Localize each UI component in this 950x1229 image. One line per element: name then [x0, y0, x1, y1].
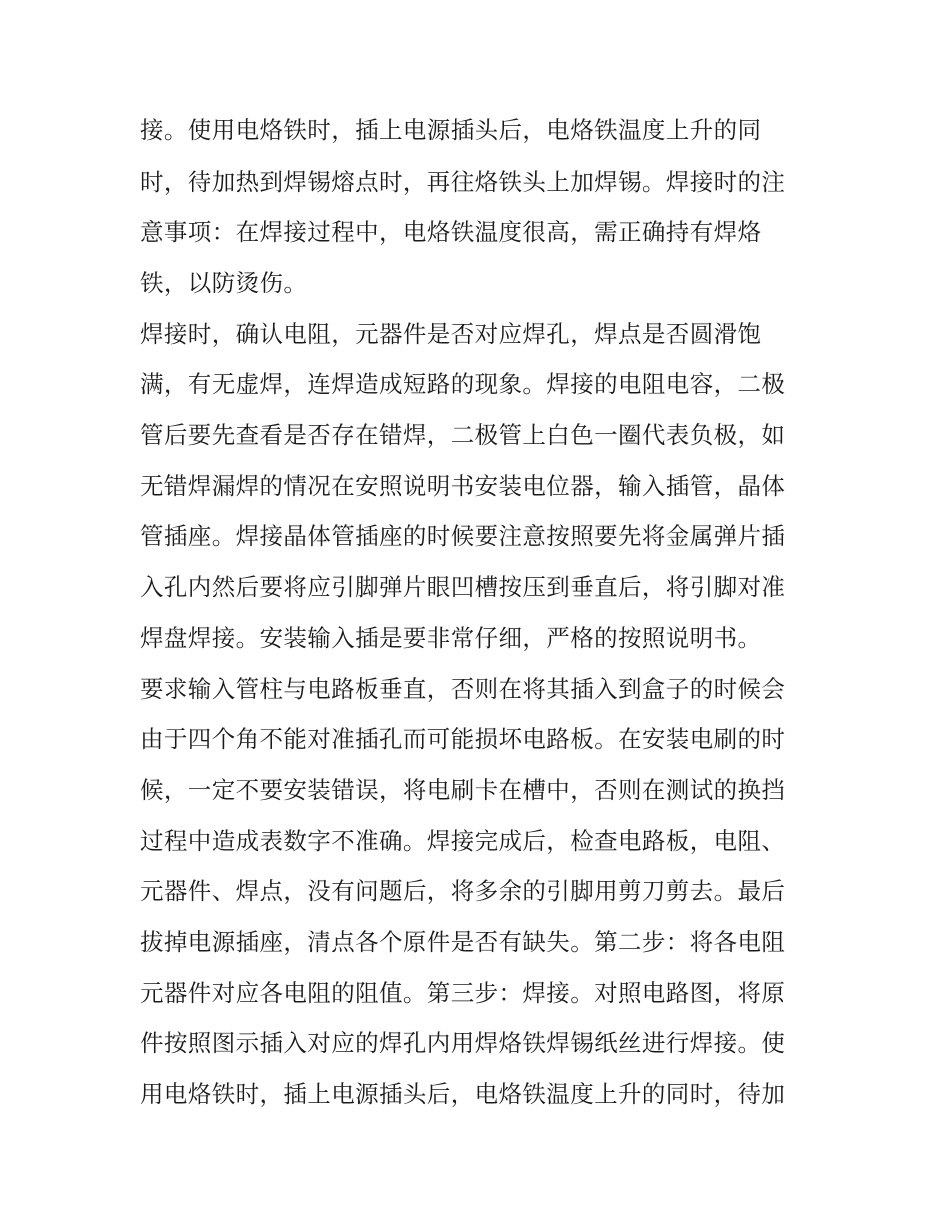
- text-line: 满，有无虚焊，连焊造成短路的现象。焊接的电阻电容，二极: [140, 370, 786, 398]
- text-line: 过程中造成表数字不准确。焊接完成后，检查电路板，电阻、: [140, 827, 786, 855]
- text-line: 接。使用电烙铁时，插上电源插头后，电烙铁温度上升的同: [140, 116, 762, 144]
- text-line: 件按照图示插入对应的焊孔内用焊烙铁焊锡纸丝进行焊接。使: [140, 1029, 786, 1057]
- text-line: 候，一定不要安装错误，将电刷卡在槽中，否则在测试的换挡: [140, 776, 786, 804]
- text-line: 元器件对应各电阻的阻值。第三步：焊接。对照电路图，将原: [140, 979, 786, 1007]
- text-line: 元器件、焊点，没有问题后，将多余的引脚用剪刀剪去。最后: [140, 877, 786, 905]
- text-line: 无错焊漏焊的情况在安照说明书安装电位器，输入插管，晶体: [140, 472, 786, 500]
- text-line: 焊接时，确认电阻，元器件是否对应焊孔，焊点是否圆滑饱: [140, 320, 762, 348]
- text-line: 由于四个角不能对准插孔而可能损坏电路板。在安装电刷的时: [140, 725, 786, 753]
- text-line: 拔掉电源插座，清点各个原件是否有缺失。第二步：将各电阻: [140, 928, 786, 956]
- text-line: 要求输入管柱与电路板垂直，否则在将其插入到盒子的时候会: [140, 675, 786, 703]
- text-line: 用电烙铁时，插上电源插头后，电烙铁温度上升的同时，待加: [140, 1080, 786, 1108]
- text-line: 铁，以防烫伤。: [140, 269, 308, 297]
- text-line: 管后要先查看是否存在错焊，二极管上白色一圈代表负极，如: [140, 421, 786, 449]
- text-line: 意事项：在焊接过程中，电烙铁温度很高，需正确持有焊烙: [140, 218, 762, 246]
- text-line: 入孔内然后要将应引脚弹片眼凹槽按压到垂直后，将引脚对准: [140, 573, 786, 601]
- text-line: 管插座。焊接晶体管插座的时候要注意按照要先将金属弹片插: [140, 522, 786, 550]
- text-line: 焊盘焊接。安装输入插是要非常仔细，严格的按照说明书。: [140, 624, 762, 652]
- text-line: 时，待加热到焊锡熔点时，再往烙铁头上加焊锡。焊接时的注: [140, 168, 786, 196]
